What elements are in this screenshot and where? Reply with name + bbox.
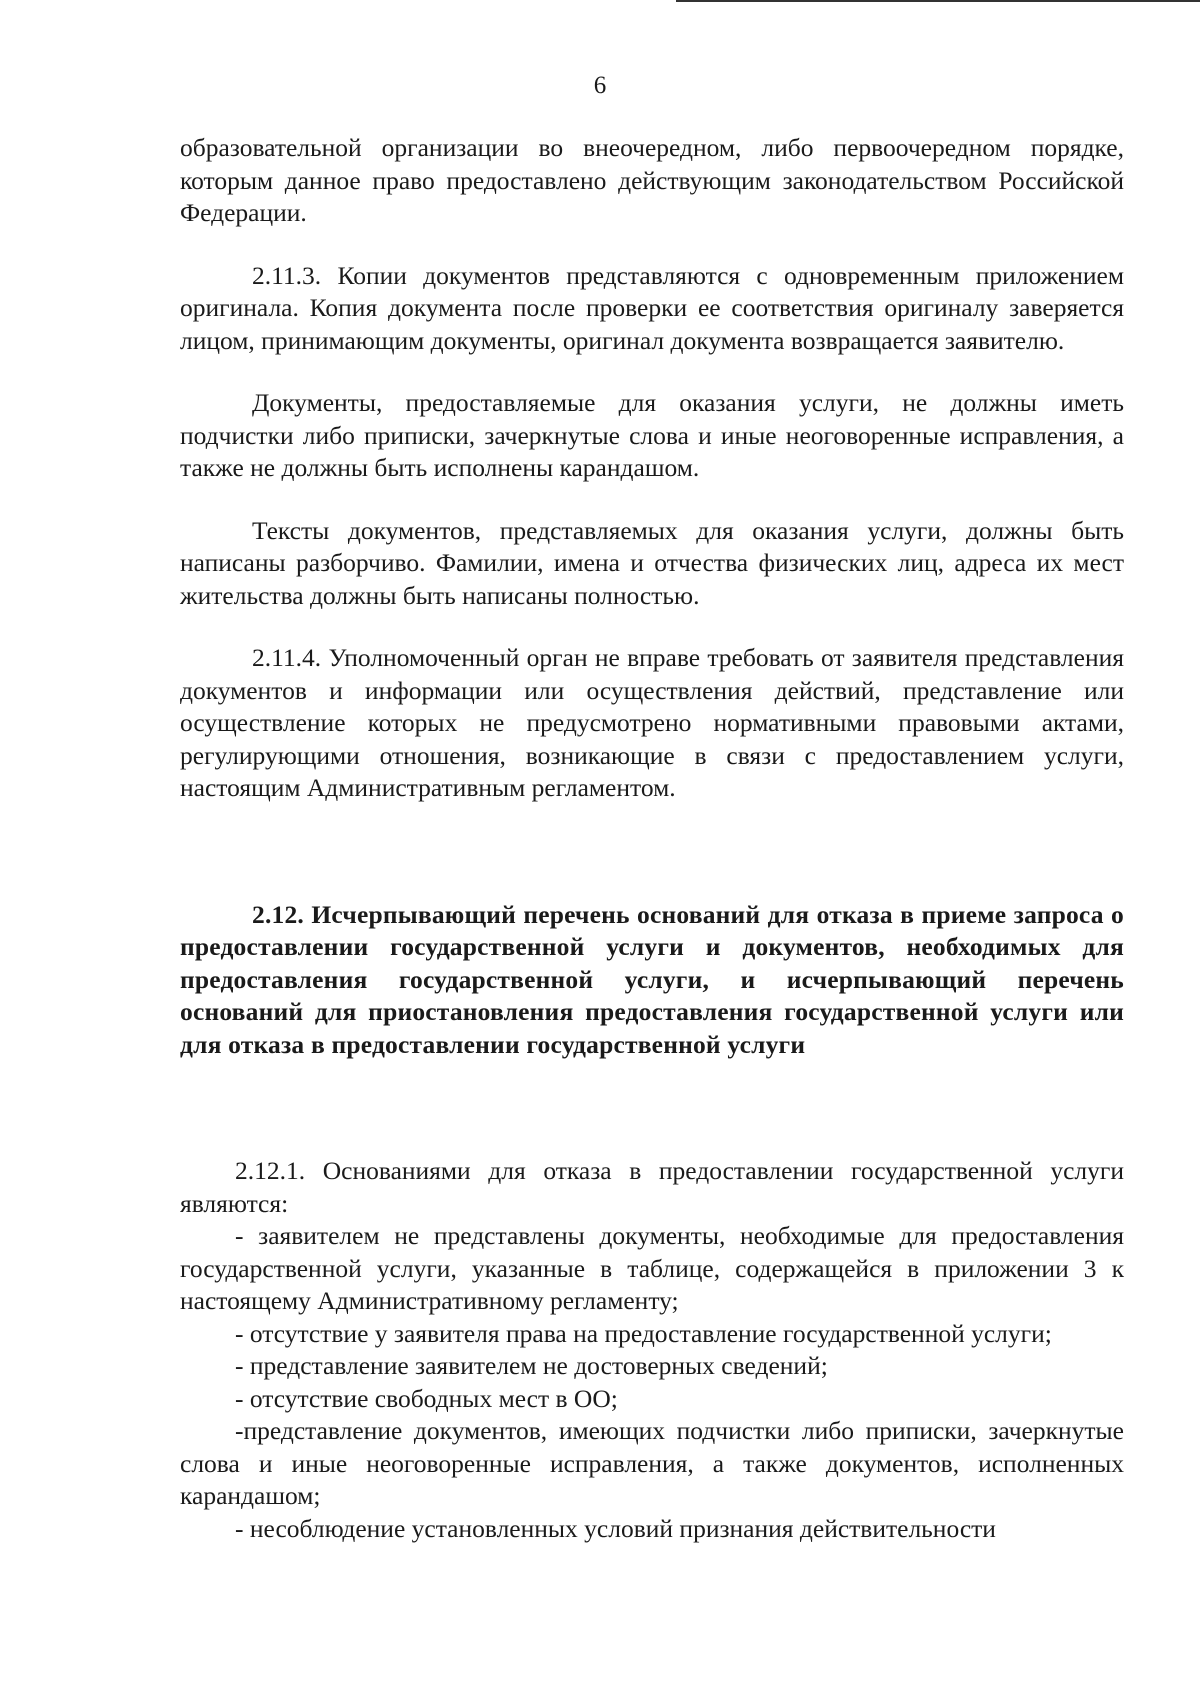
list-item: - отсутствие у заявителя права на предоставление государственной услуги; <box>235 1318 1052 1348</box>
document-body <box>180 132 1124 1545</box>
list-item: - отсутствие свободных мест в ОО; <box>235 1383 618 1413</box>
section-heading-2-12: 2.12. Исчерпывающий перечень оснований для отказа в приеме запроса о предоставлении государственной услуги и документов, необходимых для предоставления государственной услуги, и исчерпывающий перечень оснований для приостановления предоставления государственной услуги или для отказа в предоставлении государственной услуги <box>180 899 1124 1059</box>
paragraph-2-11-3: 2.11.3. Копии документов представляются с одновременным приложением оригинала. Копия документа после проверки ее соответствия оригиналу заверяется лицом, принимающим документы, оригинал документа возвращается заявителю. <box>180 260 1124 355</box>
paragraph: Тексты документов, представляемых для оказания услуги, должны быть написаны разборчиво. Фамилии, имена и отчества физических лиц, адреса их мест жительства должны быть написаны полностью. <box>180 515 1124 610</box>
list-item: -представление документов, имеющих подчистки либо приписки, зачеркнутые слова и иные неоговоренные исправления, а также документов, исполненных карандашом; <box>180 1416 1124 1510</box>
paragraph-2-11-4: 2.11.4. Уполномоченный орган не вправе требовать от заявителя представления документов и информации или осуществления действий, представление или осуществление которых не предусмотрено нормативными правовыми актами, регулирующими отношения, возникающие в связи с предоставлением услуги, настоящим Административным регламентом. <box>180 643 1124 802</box>
list-item: - представление заявителем не достоверных сведений; <box>235 1351 828 1380</box>
page-number: 6 <box>593 72 607 99</box>
list-item: - несоблюдение установленных условий признания действительности <box>235 1513 996 1543</box>
paragraph: Документы, предоставляемые для оказания услуги, не должны иметь подчистки либо приписки, зачеркнутые слова и иные неоговоренные исправления, а также не должны быть исполнены карандашом. <box>180 388 1124 482</box>
top-edge-line <box>676 0 1200 2</box>
paragraph: образовательной организации во внеочередном, либо первоочередном порядке, которым данное право предоставлено действующим законодательством Российской Федерации. <box>180 133 1124 227</box>
subsection-intro-2-12-1: 2.12.1. Основаниями для отказа в предоставлении государственной услуги являются: <box>180 1156 1124 1218</box>
list-item: - заявителем не представлены документы, необходимые для предоставления государственной услуги, указанные в таблице, содержащейся в приложении 3 к настоящему Административному регламенту; <box>180 1221 1124 1315</box>
